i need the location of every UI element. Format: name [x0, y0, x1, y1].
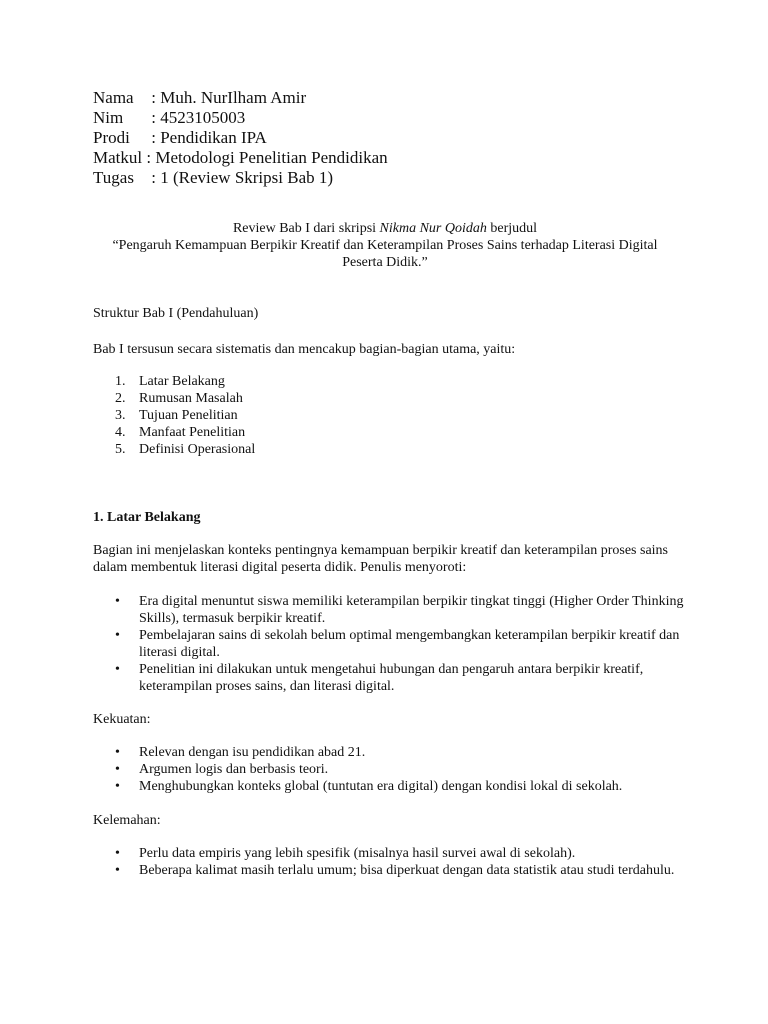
list-number: 4. — [115, 425, 126, 440]
bullet-text: Pembelajaran sains di sekolah belum optimal mengembangkan keterampilan berpikir kreatif dan literasi digital. — [139, 628, 680, 660]
section-heading-latar-belakang: 1. Latar Belakang — [93, 510, 201, 525]
list-number: 5. — [115, 442, 126, 457]
matkul-value: : Metodologi Penelitian Pendidikan — [142, 148, 388, 167]
structure-intro: Bab I tersusun secara sistematis dan mencakup bagian-bagian utama, yaitu: — [93, 342, 516, 357]
bullet-icon: • — [115, 779, 120, 794]
thesis-title: “Pengaruh Kemampuan Berpikir Kreatif dan Keterampilan Proses Sains terhadap Literasi Digital Peserta Didik.” — [112, 238, 658, 270]
bullet-item — [93, 744, 693, 761]
bullet-text: Relevan dengan isu pendidikan abad 21. — [139, 745, 366, 760]
bullet-item — [93, 593, 693, 627]
tugas-row — [93, 168, 388, 188]
section1-intro: Bagian ini menjelaskan konteks pentingnya kemampuan berpikir kreatif dan keterampilan proses sains dalam membentuk literasi digital peserta didik. Penulis menyoroti: — [93, 543, 668, 575]
nim-label: Nim — [93, 108, 124, 127]
prodi-row — [93, 128, 388, 148]
bullet-icon: • — [115, 745, 120, 760]
bullet-item — [93, 761, 693, 778]
review-prefix: Review Bab I dari skripsi — [232, 221, 380, 236]
weaknesses-list — [93, 845, 693, 879]
list-number: 2. — [115, 391, 126, 406]
review-title — [93, 220, 677, 271]
nama-label: Nama — [93, 88, 134, 107]
list-item — [93, 407, 693, 424]
bullet-text: Era digital menuntut siswa memiliki keterampilan berpikir tingkat tinggi (Higher Order Thinking Skills), termasuk berpikir kreatif. — [139, 594, 684, 626]
matkul-row — [93, 148, 388, 168]
bullet-text: Penelitian ini dilakukan untuk mengetahui hubungan dan pengaruh antara berpikir kreatif, keterampilan proses sains, dan literasi digital. — [139, 662, 644, 694]
bullet-item — [93, 778, 693, 795]
bullet-text: Menghubungkan konteks global (tuntutan era digital) dengan kondisi lokal di sekolah. — [139, 779, 623, 794]
section1-points — [93, 593, 693, 695]
thesis-author: Nikma Nur Qoidah — [379, 221, 487, 236]
bullet-item — [93, 627, 693, 661]
list-number: 1. — [115, 374, 126, 389]
list-item-label: Tujuan Penelitian — [139, 408, 238, 423]
bullet-icon: • — [115, 762, 120, 777]
nim-value: : 4523105003 — [147, 108, 246, 127]
review-suffix: berjudul — [486, 221, 538, 236]
bullet-icon: • — [115, 594, 120, 609]
tugas-value: : 1 (Review Skripsi Bab 1) — [147, 168, 334, 187]
list-item — [93, 373, 693, 390]
bullet-text: Perlu data empiris yang lebih spesifik (misalnya hasil survei awal di sekolah). — [139, 846, 576, 861]
tugas-label: Tugas — [93, 168, 134, 187]
bullet-item — [93, 862, 693, 879]
matkul-label: Matkul — [93, 148, 143, 167]
bullet-icon: • — [115, 628, 120, 643]
list-item-label: Definisi Operasional — [139, 442, 256, 457]
bullet-item — [93, 661, 693, 695]
prodi-label: Prodi — [93, 128, 130, 147]
weaknesses-label: Kelemahan: — [93, 813, 161, 828]
bullet-text: Beberapa kalimat masih terlalu umum; bisa diperkuat dengan data statistik atau studi terdahulu. — [139, 863, 675, 878]
bullet-text: Argumen logis dan berbasis teori. — [139, 762, 329, 777]
structure-heading: Struktur Bab I (Pendahuluan) — [93, 306, 259, 321]
list-item-label: Latar Belakang — [139, 374, 225, 389]
bullet-icon: • — [115, 662, 120, 677]
list-item — [93, 424, 693, 441]
nim-row — [93, 108, 388, 128]
strengths-list — [93, 744, 693, 795]
nama-value: : Muh. NurIlham Amir — [147, 88, 307, 107]
review-line-1 — [93, 220, 677, 237]
list-item-label: Rumusan Masalah — [139, 391, 243, 406]
student-info — [93, 88, 388, 188]
prodi-value: : Pendidikan IPA — [147, 128, 267, 147]
list-number: 3. — [115, 408, 126, 423]
list-item-label: Manfaat Penelitian — [139, 425, 246, 440]
strengths-label: Kekuatan: — [93, 712, 151, 727]
structure-list — [93, 373, 693, 458]
bullet-icon: • — [115, 863, 120, 878]
list-item — [93, 441, 693, 458]
list-item — [93, 390, 693, 407]
nama-row — [93, 88, 388, 108]
bullet-item — [93, 845, 693, 862]
bullet-icon: • — [115, 846, 120, 861]
